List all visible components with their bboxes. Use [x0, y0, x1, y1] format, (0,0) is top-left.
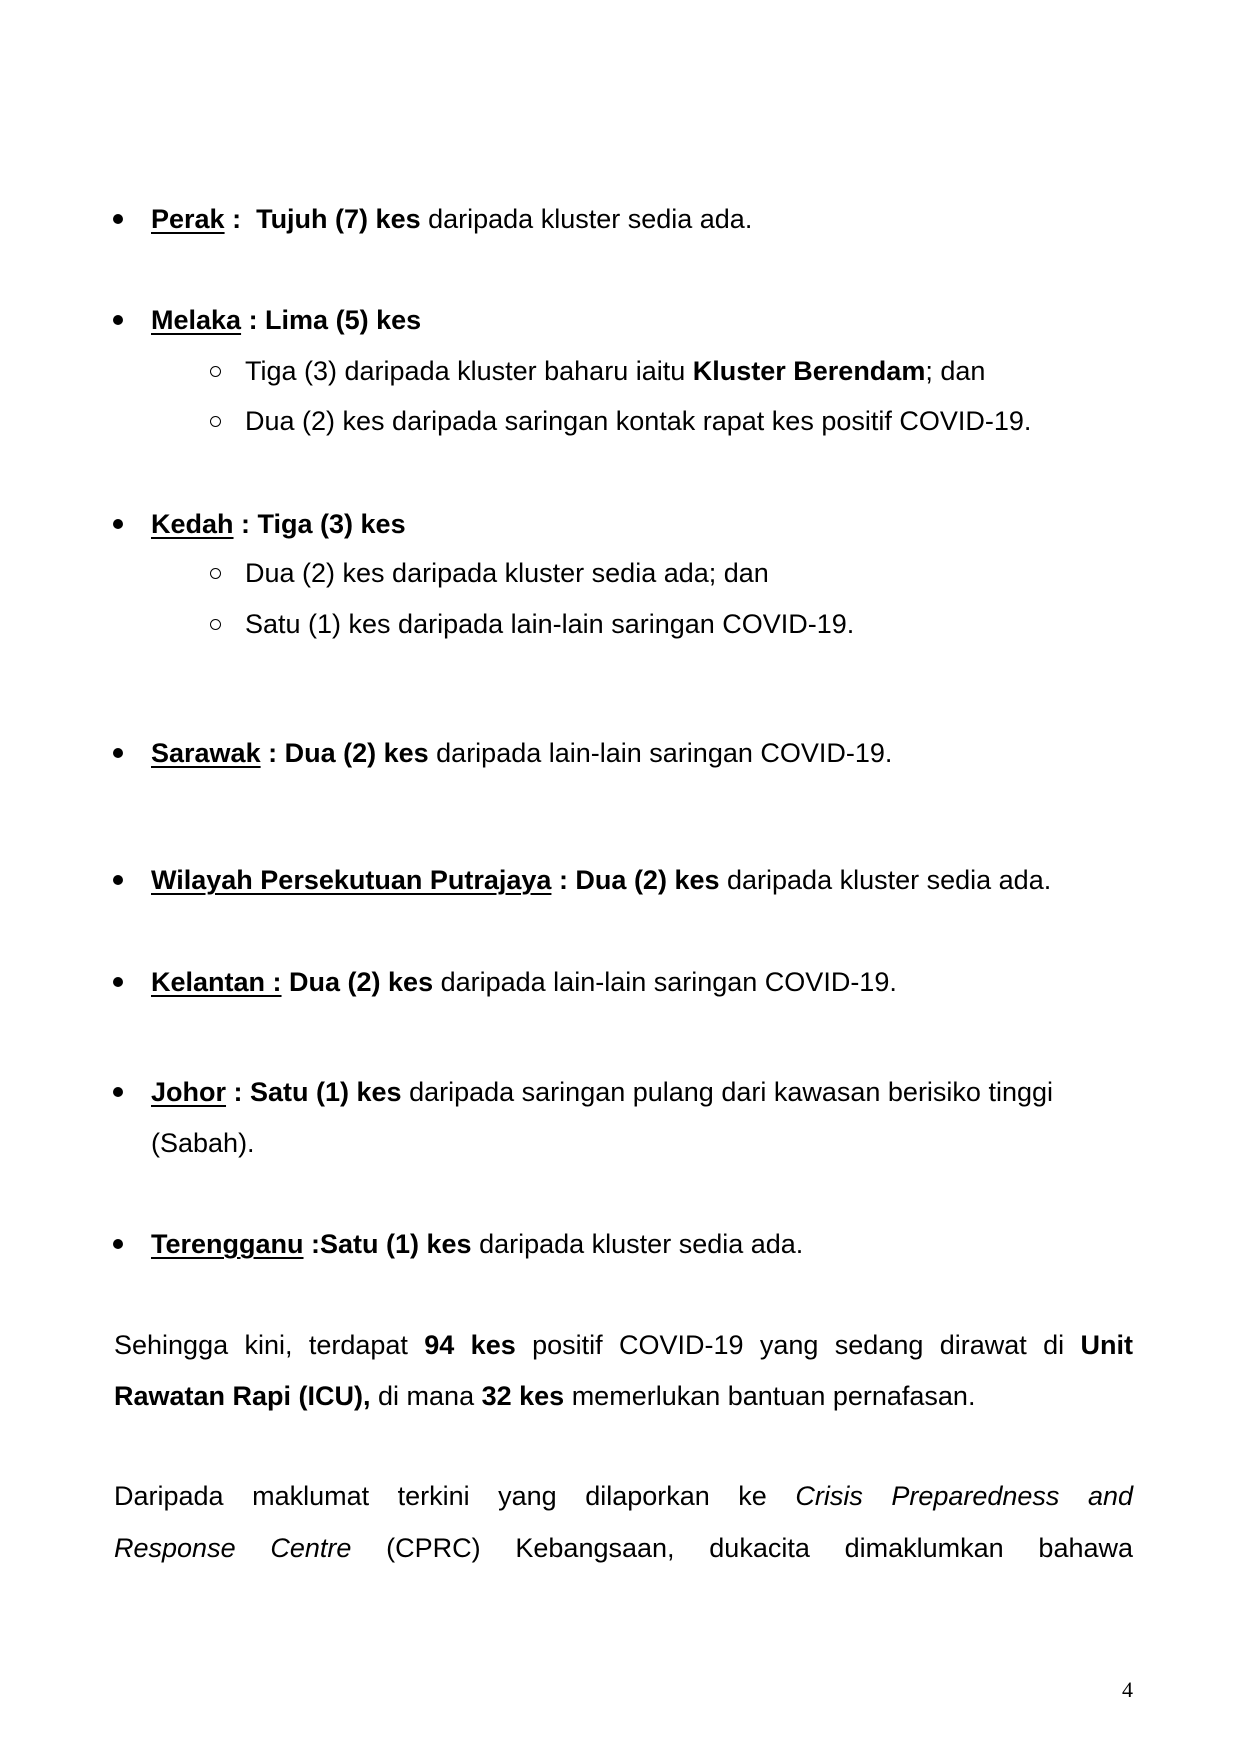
case-detail: (Sabah).: [151, 1128, 255, 1158]
case-count: : Tiga (3) kes: [233, 509, 406, 539]
text: di mana: [370, 1381, 482, 1411]
text: Crisis Preparedness and: [795, 1481, 1133, 1511]
page-number: 4: [1122, 1677, 1133, 1702]
text: Sehingga kini, terdapat: [114, 1330, 425, 1360]
state-name: Kelantan :: [151, 967, 282, 997]
sub-bullet: [210, 568, 221, 579]
sub-bullet: [210, 366, 221, 377]
state-name: Melaka: [151, 305, 242, 335]
text: Rawatan Rapi (ICU),: [114, 1381, 371, 1411]
text: Response Centre: [114, 1533, 352, 1563]
bullet: [113, 875, 123, 885]
text: memerlukan bantuan pernafasan.: [564, 1381, 976, 1411]
sub-bullet: [210, 619, 221, 630]
state-name: Perak: [151, 204, 225, 234]
text: Unit: [1080, 1330, 1133, 1360]
cprc-paragraph-line: [114, 1531, 1133, 1565]
sub-text: Tiga (3) daripada kluster baharu iaitu: [245, 356, 693, 386]
ventilator-count: 32 kes: [481, 1381, 565, 1411]
case-count: : Dua (2) kes: [551, 865, 720, 895]
case-count: : Dua (2) kes: [260, 738, 429, 768]
case-detail: daripada saringan pulang dari kawasan berisiko tinggi: [401, 1077, 1053, 1107]
case-count: : Lima (5) kes: [241, 305, 422, 335]
list-item-kelantan: [151, 965, 897, 999]
sub-text: Dua (2) kes daripada kluster sedia ada; dan: [245, 558, 769, 588]
bullet: [113, 1087, 123, 1097]
bullet: [113, 1239, 123, 1249]
case-detail: daripada kluster sedia ada.: [471, 1229, 804, 1259]
cluster-name: Kluster Berendam: [692, 356, 926, 386]
sub-item: [245, 354, 985, 388]
bullet: [113, 214, 123, 224]
sub-item: [245, 556, 769, 590]
case-detail: daripada lain-lain saringan COVID-19.: [433, 967, 897, 997]
state-name: Sarawak: [151, 738, 261, 768]
case-count: Tujuh (7) kes: [256, 204, 421, 234]
sub-bullet: [210, 416, 221, 427]
sub-item: [245, 404, 1031, 438]
bullet: [113, 977, 123, 987]
list-item-perak: [151, 202, 752, 236]
case-count: Dua (2) kes: [281, 967, 434, 997]
list-item-kedah: [151, 507, 406, 541]
separator: :: [224, 204, 257, 234]
icu-paragraph-line: [114, 1379, 975, 1413]
text: Daripada maklumat terkini yang dilaporkan ke: [114, 1481, 796, 1511]
icu-count: 94 kes: [424, 1330, 516, 1360]
sub-text: Satu (1) kes daripada lain-lain saringan COVID-19.: [245, 609, 855, 639]
case-detail: daripada kluster sedia ada.: [719, 865, 1052, 895]
sub-item: [245, 607, 854, 641]
list-item-terengganu: [151, 1227, 803, 1261]
bullet: [113, 748, 123, 758]
bullet: [113, 315, 123, 325]
sub-text: Dua (2) kes daripada saringan kontak rapat kes positif COVID-19.: [245, 406, 1032, 436]
bullet: [113, 519, 123, 529]
text: (CPRC) Kebangsaan, dukacita dimaklumkan bahawa: [351, 1533, 1134, 1563]
list-item-melaka: [151, 303, 421, 337]
list-item-sarawak: [151, 736, 892, 770]
list-item-johor-cont: [151, 1126, 255, 1160]
icu-paragraph-line: [114, 1328, 1133, 1362]
list-item-johor: [151, 1075, 1053, 1109]
state-name: Johor: [151, 1077, 227, 1107]
case-count: :Satu (1) kes: [303, 1229, 472, 1259]
state-name: Kedah: [151, 509, 234, 539]
case-count: : Satu (1) kes: [226, 1077, 402, 1107]
state-name: Wilayah Persekutuan Putrajaya: [151, 865, 552, 895]
list-item-putrajaya: [151, 863, 1051, 897]
text: positif COVID-19 yang sedang dirawat di: [515, 1330, 1081, 1360]
state-name: Terengganu: [151, 1229, 304, 1259]
sub-text: ; dan: [925, 356, 986, 386]
case-detail: daripada lain-lain saringan COVID-19.: [428, 738, 893, 768]
cprc-paragraph-line: [114, 1479, 1133, 1513]
case-detail: daripada kluster sedia ada.: [420, 204, 753, 234]
